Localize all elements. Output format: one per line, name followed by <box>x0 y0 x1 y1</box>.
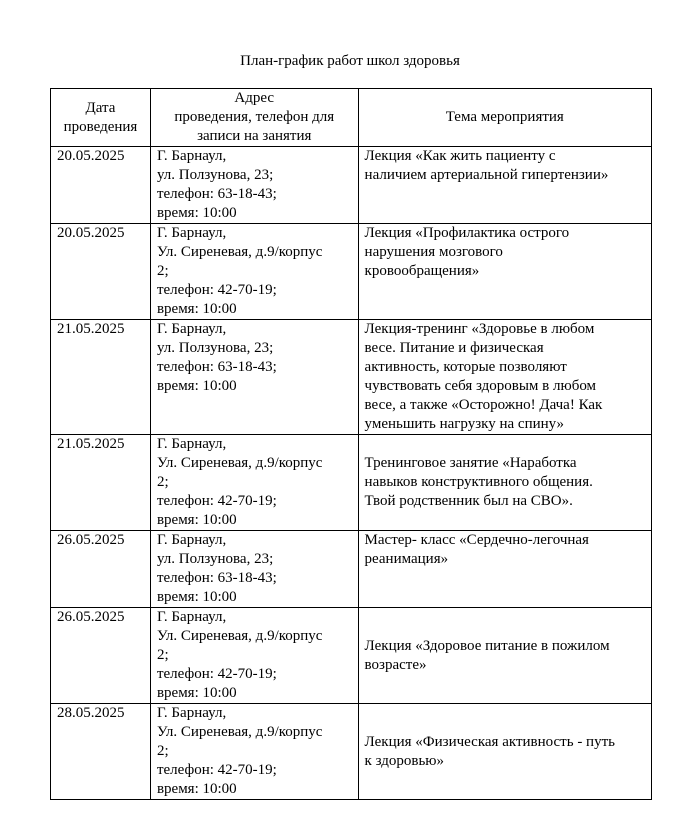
topic-line: весе. Питание и физическая <box>364 340 544 356</box>
header-line: Адрес <box>234 90 275 106</box>
cell-topic <box>358 608 651 704</box>
cell-topic <box>358 147 651 224</box>
cell-address <box>150 435 358 531</box>
table-row <box>51 531 652 608</box>
address-line: время: 10:00 <box>156 512 237 528</box>
topic-line: реанимация» <box>364 551 449 567</box>
cell-date: 26.05.2025 <box>51 608 151 704</box>
address-line: Г. Барнаул, <box>156 609 227 625</box>
topic-line: Лекция-тренинг «Здоровье в любом <box>364 321 595 337</box>
address-line: телефон: 63-18-43; <box>156 359 277 375</box>
header-line: Тема мероприятия <box>445 109 564 125</box>
cell-address <box>150 147 358 224</box>
header-date <box>51 89 151 147</box>
cell-date: 21.05.2025 <box>51 320 151 435</box>
header-line: записи на занятия <box>197 128 312 144</box>
table-row <box>51 224 652 320</box>
address-line: время: 10:00 <box>156 205 237 221</box>
topic-line: Лекция «Как жить пациенту с <box>364 148 556 164</box>
address-line: Г. Барнаул, <box>156 705 227 721</box>
topic-line: нарушения мозгового <box>364 244 503 260</box>
address-line: Г. Барнаул, <box>156 148 227 164</box>
cell-topic <box>358 224 651 320</box>
table-row <box>51 147 652 224</box>
address-line: 2; <box>156 263 169 279</box>
address-line: ул. Ползунова, 23; <box>156 340 274 356</box>
page-title: План-график работ школ здоровья <box>240 53 460 69</box>
header-address <box>150 89 358 147</box>
address-line: ул. Ползунова, 23; <box>156 167 274 183</box>
topic-line: кровообращения» <box>364 263 480 279</box>
topic-line: Твой родственник был на СВО». <box>364 493 573 509</box>
table-row <box>51 435 652 531</box>
address-line: Ул. Сиреневая, д.9/корпус <box>156 724 323 740</box>
topic-line: уменьшить нагрузку на спину» <box>364 416 565 432</box>
address-line: время: 10:00 <box>156 781 237 797</box>
schedule-table <box>50 88 652 800</box>
topic-line: Лекция «Профилактика острого <box>364 225 570 241</box>
topic-line: наличием артериальной гипертензии» <box>364 167 609 183</box>
topic-line: Лекция «Физическая активность - путь <box>364 733 615 750</box>
cell-address <box>150 531 358 608</box>
cell-topic <box>358 531 651 608</box>
address-line: время: 10:00 <box>156 378 237 394</box>
table-row <box>51 704 652 800</box>
address-line: время: 10:00 <box>156 589 237 605</box>
topic-line: возрасте» <box>364 656 427 673</box>
address-line: время: 10:00 <box>156 685 237 701</box>
address-line: телефон: 63-18-43; <box>156 186 277 202</box>
address-line: Г. Барнаул, <box>156 532 227 548</box>
topic-line: активность, которые позволяют <box>364 359 567 375</box>
address-line: телефон: 42-70-19; <box>156 666 277 682</box>
header-line: проведения <box>63 118 138 135</box>
address-line: телефон: 42-70-19; <box>156 282 277 298</box>
table-row <box>51 320 652 435</box>
cell-address <box>150 608 358 704</box>
cell-date: 28.05.2025 <box>51 704 151 800</box>
address-line: телефон: 42-70-19; <box>156 762 277 778</box>
cell-date: 20.05.2025 <box>51 147 151 224</box>
topic-line: Мастер- класс «Сердечно-легочная <box>364 532 589 548</box>
topic-line: чувствовать себя здоровым в любом <box>364 378 597 394</box>
cell-date: 20.05.2025 <box>51 224 151 320</box>
address-line: Ул. Сиреневая, д.9/корпус <box>156 455 323 471</box>
topic-line: Тренинговое занятие «Наработка <box>364 455 577 471</box>
table-row <box>51 608 652 704</box>
header-topic <box>358 89 651 147</box>
cell-topic <box>358 435 651 531</box>
address-line: Г. Барнаул, <box>156 321 227 337</box>
address-line: Г. Барнаул, <box>156 436 227 452</box>
topic-line: навыков конструктивного общения. <box>364 474 593 490</box>
cell-date: 21.05.2025 <box>51 435 151 531</box>
address-line: Ул. Сиреневая, д.9/корпус <box>156 628 323 644</box>
topic-line: к здоровью» <box>364 752 444 769</box>
cell-address <box>150 704 358 800</box>
topic-line: Лекция «Здоровое питание в пожилом <box>364 637 610 654</box>
cell-address <box>150 320 358 435</box>
address-line: 2; <box>156 474 169 490</box>
header-line: Дата <box>85 99 116 116</box>
address-line: 2; <box>156 647 169 663</box>
address-line: Ул. Сиреневая, д.9/корпус <box>156 244 323 260</box>
cell-topic <box>358 320 651 435</box>
address-line: 2; <box>156 743 169 759</box>
address-line: телефон: 42-70-19; <box>156 493 277 509</box>
address-line: телефон: 63-18-43; <box>156 570 277 586</box>
table-header-row <box>51 89 652 147</box>
address-line: ул. Ползунова, 23; <box>156 551 274 567</box>
header-line: проведения, телефон для <box>174 109 335 125</box>
topic-line: весе, а также «Осторожно! Дача! Как <box>364 397 603 413</box>
cell-date: 26.05.2025 <box>51 531 151 608</box>
address-line: Г. Барнаул, <box>156 225 227 241</box>
address-line: время: 10:00 <box>156 301 237 317</box>
cell-topic <box>358 704 651 800</box>
cell-address <box>150 224 358 320</box>
